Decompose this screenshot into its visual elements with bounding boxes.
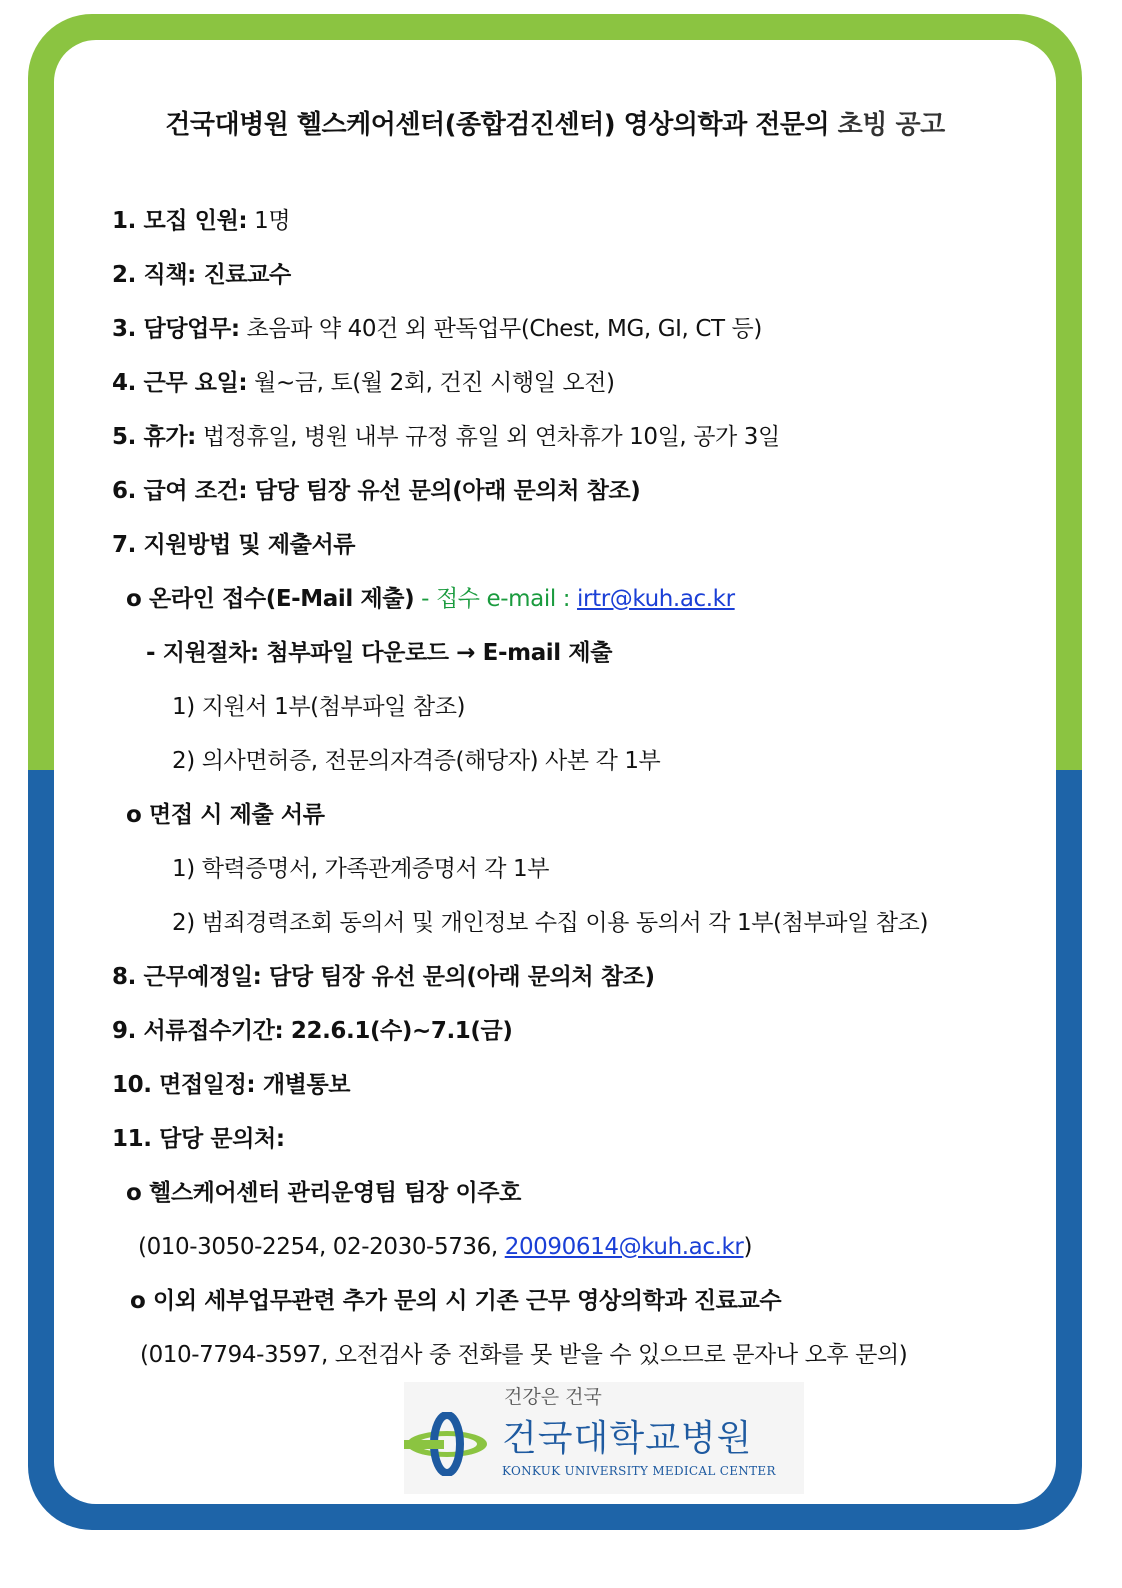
contact-additional: o 이외 세부업무관련 추가 문의 시 기존 근무 영상의학과 진료교수 bbox=[130, 1288, 782, 1314]
logo-english-name: KONKUK UNIVERSITY MEDICAL CENTER bbox=[502, 1464, 776, 1478]
contact-phones: (010-3050-2254, 02-2030-5736, bbox=[138, 1234, 505, 1260]
item-submission-period: 9. 서류접수기간: 22.6.1(수)~7.1(금) bbox=[112, 1018, 513, 1044]
page-title bbox=[54, 104, 1056, 141]
interview-doc-1: 1) 학력증명서, 가족관계증명서 각 1부 bbox=[172, 856, 550, 882]
item-start-date: 8. 근무예정일: 담당 팀장 유선 문의(아래 문의처 참조) bbox=[112, 964, 655, 990]
online-dash: - bbox=[421, 586, 430, 612]
contact-close-paren: ) bbox=[743, 1234, 753, 1260]
procedure-step-2: 2) 의사면허증, 전문의자격증(해당자) 사본 각 1부 bbox=[172, 748, 661, 774]
item-duties bbox=[112, 314, 762, 344]
item-value: 법정휴일, 병원 내부 규정 휴일 외 연차휴가 10일, 공가 3일 bbox=[202, 424, 780, 450]
item-label: 5. 휴가: bbox=[112, 424, 196, 450]
poster-content bbox=[54, 40, 1056, 1504]
item-salary: 6. 급여 조건: 담당 팀장 유선 문의(아래 문의처 참조) bbox=[112, 478, 641, 504]
item-value: 1명 bbox=[254, 208, 291, 234]
item-recruits bbox=[112, 206, 290, 236]
poster-frame bbox=[28, 14, 1082, 1530]
item-work-days bbox=[112, 368, 615, 398]
interview-doc-2: 2) 범죄경력조회 동의서 및 개인정보 수집 이용 동의서 각 1부(첨부파일 참조) bbox=[172, 910, 929, 936]
application-email-link[interactable]: irtr@kuh.ac.kr bbox=[577, 586, 735, 612]
item-vacation bbox=[112, 422, 780, 452]
email-label: 접수 e-mail : bbox=[435, 586, 571, 612]
contact-additional-details: (010-7794-3597, 오전검사 중 전화를 못 받을 수 있으므로 문자나 오후 문의) bbox=[140, 1342, 908, 1368]
contact-manager-details bbox=[138, 1232, 752, 1262]
item-application: 7. 지원방법 및 제출서류 bbox=[112, 532, 356, 558]
logo-slogan: 건강은 건국 bbox=[504, 1386, 602, 1408]
procedure-step-1: 1) 지원서 1부(첨부파일 참조) bbox=[172, 694, 466, 720]
logo-name: 건국대학교병원 bbox=[502, 1418, 753, 1459]
item-label: 3. 담당업무: bbox=[112, 316, 240, 342]
item-label: 4. 근무 요일: bbox=[112, 370, 248, 396]
title-main: 건국대병원 헬스케어센터(종합검진센터) 영상의학과 전문의 bbox=[165, 110, 830, 140]
item-value: 초음파 약 40건 외 판독업무(Chest, MG, GI, CT 등) bbox=[246, 316, 762, 342]
item-label: 1. 모집 인원: bbox=[112, 208, 248, 234]
title-tail: 초빙 공고 bbox=[837, 110, 945, 140]
contact-manager: o 헬스케어센터 관리운영팀 팀장 이주호 bbox=[126, 1180, 521, 1206]
item-interview-schedule: 10. 면접일정: 개별통보 bbox=[112, 1072, 351, 1098]
hospital-logo bbox=[404, 1382, 804, 1494]
item-value: 월~금, 토(월 2회, 건진 시행일 오전) bbox=[254, 370, 615, 396]
online-label: o 온라인 접수(E-Mail 제출) bbox=[126, 586, 415, 612]
item-position: 2. 직책: 진료교수 bbox=[112, 262, 291, 288]
konkuk-emblem-icon bbox=[404, 1412, 490, 1476]
online-submission bbox=[126, 584, 735, 614]
interview-documents: o 면접 시 제출 서류 bbox=[126, 802, 325, 828]
procedure: - 지원절차: 첨부파일 다운로드 → E-mail 제출 bbox=[146, 640, 613, 666]
contact-email-link[interactable]: 20090614@kuh.ac.kr bbox=[504, 1234, 744, 1260]
item-contact: 11. 담당 문의처: bbox=[112, 1126, 285, 1152]
